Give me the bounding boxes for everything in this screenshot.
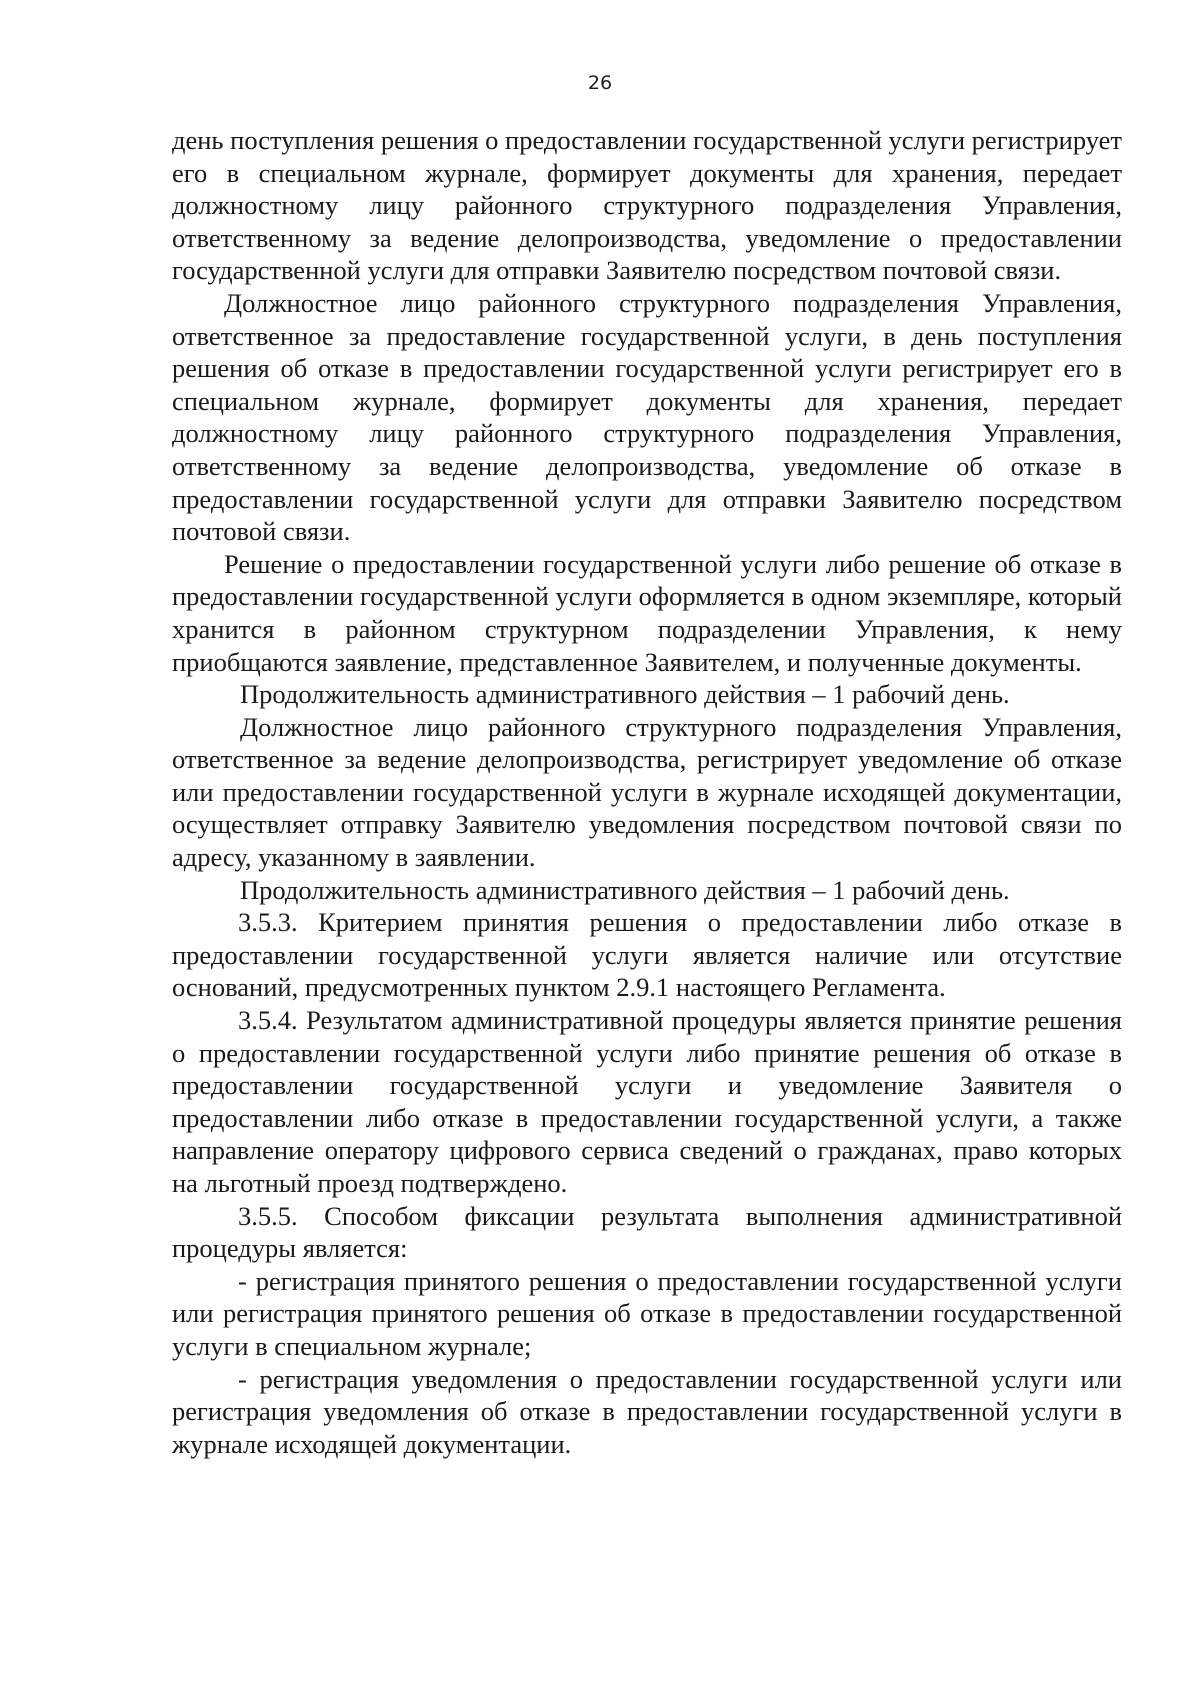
paragraph-notification-sending: Должностное лицо районного структурного подразделения Управления, ответственное за ведение делопроизводства, регистрирует уведомление об отказе или предоставлении государственной услуги в журнале исходящей документации, осуществляет отправку Заявителю уведомления посредством почтовой связи по адресу, указанному в заявлении.	[172, 711, 1122, 873]
list-item-notification-registration: - регистрация уведомления о предоставлении государственной услуги или регистрация уведомления об отказе в предоставлении государственной услуги в журнале исходящей документации.	[172, 1363, 1122, 1459]
document-body	[172, 124, 1122, 1460]
page-number: 26	[587, 72, 613, 94]
paragraph-continuation: день поступления решения о предоставлении государственной услуги регистрирует его в специальном журнале, формирует документы для хранения, передает должностному лицу районного структурного подразделения Управления, ответственному за ведение делопроизводства, уведомление о предоставлении государственной услуги для отправки Заявителю посредством почтовой связи.	[172, 125, 1122, 286]
paragraph-duration: Продолжительность административного действия – 1 рабочий день.	[240, 679, 1010, 710]
paragraph-3-5-3: 3.5.3. Критерием принятия решения о предоставлении либо отказе в предоставлении государственной услуги является наличие или отсутствие оснований, предусмотренных пунктом 2.9.1 настоящего Регламента.	[172, 907, 1122, 1003]
paragraph-3-5-4: 3.5.4. Результатом административной процедуры является принятие решения о предоставлении государственной услуги либо принятие решения об отказе в предоставлении государственной услуги и уведомление Заявителя о предоставлении либо отказе в предоставлении государственной услуги, а также направление оператору цифрового сервиса сведений о гражданах, право которых на льготный проезд подтверждено.	[172, 1005, 1122, 1198]
paragraph-refusal-registration: Должностное лицо районного структурного подразделения Управления, ответственное за предоставление государственной услуги, в день поступления решения об отказе в предоставлении государственной услуги регистрирует его в специальном журнале, формирует документы для хранения, передает должностному лицу районного структурного подразделения Управления, ответственному за ведение делопроизводства, уведомление об отказе в предоставлении государственной услуги для отправки Заявителю посредством почтовой связи.	[172, 287, 1122, 547]
paragraph-3-5-5: 3.5.5. Способом фиксации результата выполнения административной процедуры является:	[172, 1200, 1122, 1264]
paragraph-decision-storage: Решение о предоставлении государственной услуги либо решение об отказе в предоставлении государственной услуги оформляется в одном экземпляре, который хранится в районном структурном подразделении Управления, к нему приобщаются заявление, представленное Заявителем, и полученные документы.	[172, 548, 1122, 677]
paragraph-duration-2: Продолжительность административного действия – 1 рабочий день.	[240, 874, 1010, 905]
list-item-decision-registration: - регистрация принятого решения о предоставлении государственной услуги или регистрация принятого решения об отказе в предоставлении государственной услуги в специальном журнале;	[172, 1265, 1122, 1361]
